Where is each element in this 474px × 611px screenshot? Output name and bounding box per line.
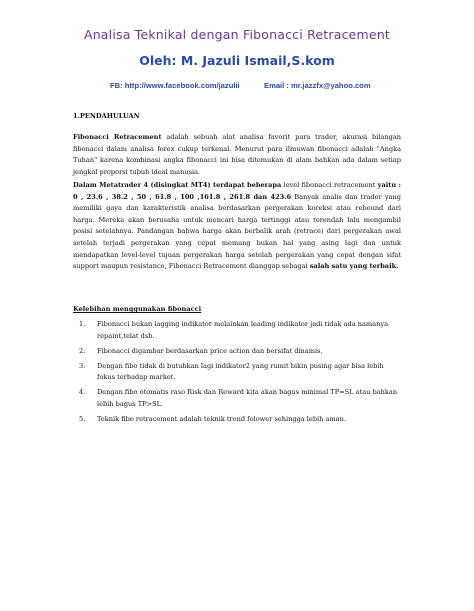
- list-text: Fibonacci bukan lagging indikator melainkan leading indikator jadi tidak ada namanya repaint,telat dsb.: [97, 320, 388, 340]
- metatrader-tail: salah satu yang terbaik.: [309, 262, 399, 271]
- fibonacci-levels: yaitu : 0 , 23.6 , 38.2 , 50 , 61.8 , 100 ,161.8 , 261.8 dan 423.6: [73, 181, 401, 201]
- author-line: Oleh: M. Jazuli Ismail,S.kom: [139, 53, 335, 68]
- paragraph-metatrader: [73, 180, 401, 273]
- list-text: Dengan fibo tidak di butuhkan lagi indikator2 yang rumit bikin pusing agar bisa lebih fokus terhadap market.: [97, 361, 384, 382]
- email-contact[interactable]: Email : mr.jazzfx@yahoo.com: [264, 81, 371, 90]
- list-item: [73, 414, 403, 426]
- list-number: 3.: [79, 361, 86, 370]
- list-number: 5.: [79, 415, 86, 424]
- list-number: 1.: [79, 320, 86, 328]
- metatrader-lead: Dalam Metatrader 4 (disingkat MT4) terdapat beberapa: [73, 181, 282, 189]
- section-heading: 1.PENDAHULUAN: [73, 112, 140, 120]
- list-number: 4.: [79, 388, 86, 397]
- metatrader-mid: level fibonacci retracement: [281, 181, 378, 189]
- list-item: [73, 361, 403, 384]
- metatrader-text: Banyak analis dan trader yang memiliki gaya dan karakteristik analisa berdasarkan pergerakan koreksi atau rebound dari harga. Mereka akan berusaha untuk mencari harga tertinggi atau terendah lalu mengambil posisi setelahnya. Pandangan bahwa harga akan berbalik arah (retrace) dari pergerakan awal setelah terjadi pergerakan yang cepat memang bukan hal yang asing lagi dan untuk mendapatkan level-level tujuan pergerakan harga setelah pergerakan yang cepat dengan sifat support maupun resistance, Fibonacci Retracement dianggap sebagai: [73, 192, 401, 271]
- advantages-title: Kelebihan menggunakan fibonacci: [73, 305, 202, 313]
- list-item: [73, 346, 403, 358]
- intro-text: adalah sebuah alat analisa favorit para trader, akurasi bilangan fibonacci dalam analisa forex cukup terkenal. Menurut para ilmuwan fibonacci adalah "Angka Tuhan" karena kombinasi angka fibonacci ini bisa ditemukan di alam bahkan ada dalam setiap jengkal proporsi tubuh ideal manusia.: [73, 133, 401, 176]
- intro-lead: Fibonacci Retracement: [73, 133, 162, 141]
- list-text: Dengan fibo otomatis raso Risk dan Reward kita akan bagus minimal TP=SL atau bahkan lebih bagus TP>SL.: [97, 388, 398, 409]
- list-text: Teknik fibo retracement adalah teknik trend folower sehingga lebih aman.: [97, 415, 346, 424]
- facebook-link[interactable]: FB: http://www.facebook.com/jazulii: [110, 81, 240, 90]
- list-item: [73, 319, 403, 342]
- list-item: [73, 387, 403, 410]
- advantages-list: [73, 319, 403, 429]
- document-title: Analisa Teknikal dengan Fibonacci Retracement: [83, 27, 391, 42]
- list-text: Fibonacci digambar berdasarkan price action dan bersifat dinamis.: [97, 346, 323, 355]
- paragraph-intro: [73, 132, 401, 178]
- list-number: 2.: [79, 346, 86, 355]
